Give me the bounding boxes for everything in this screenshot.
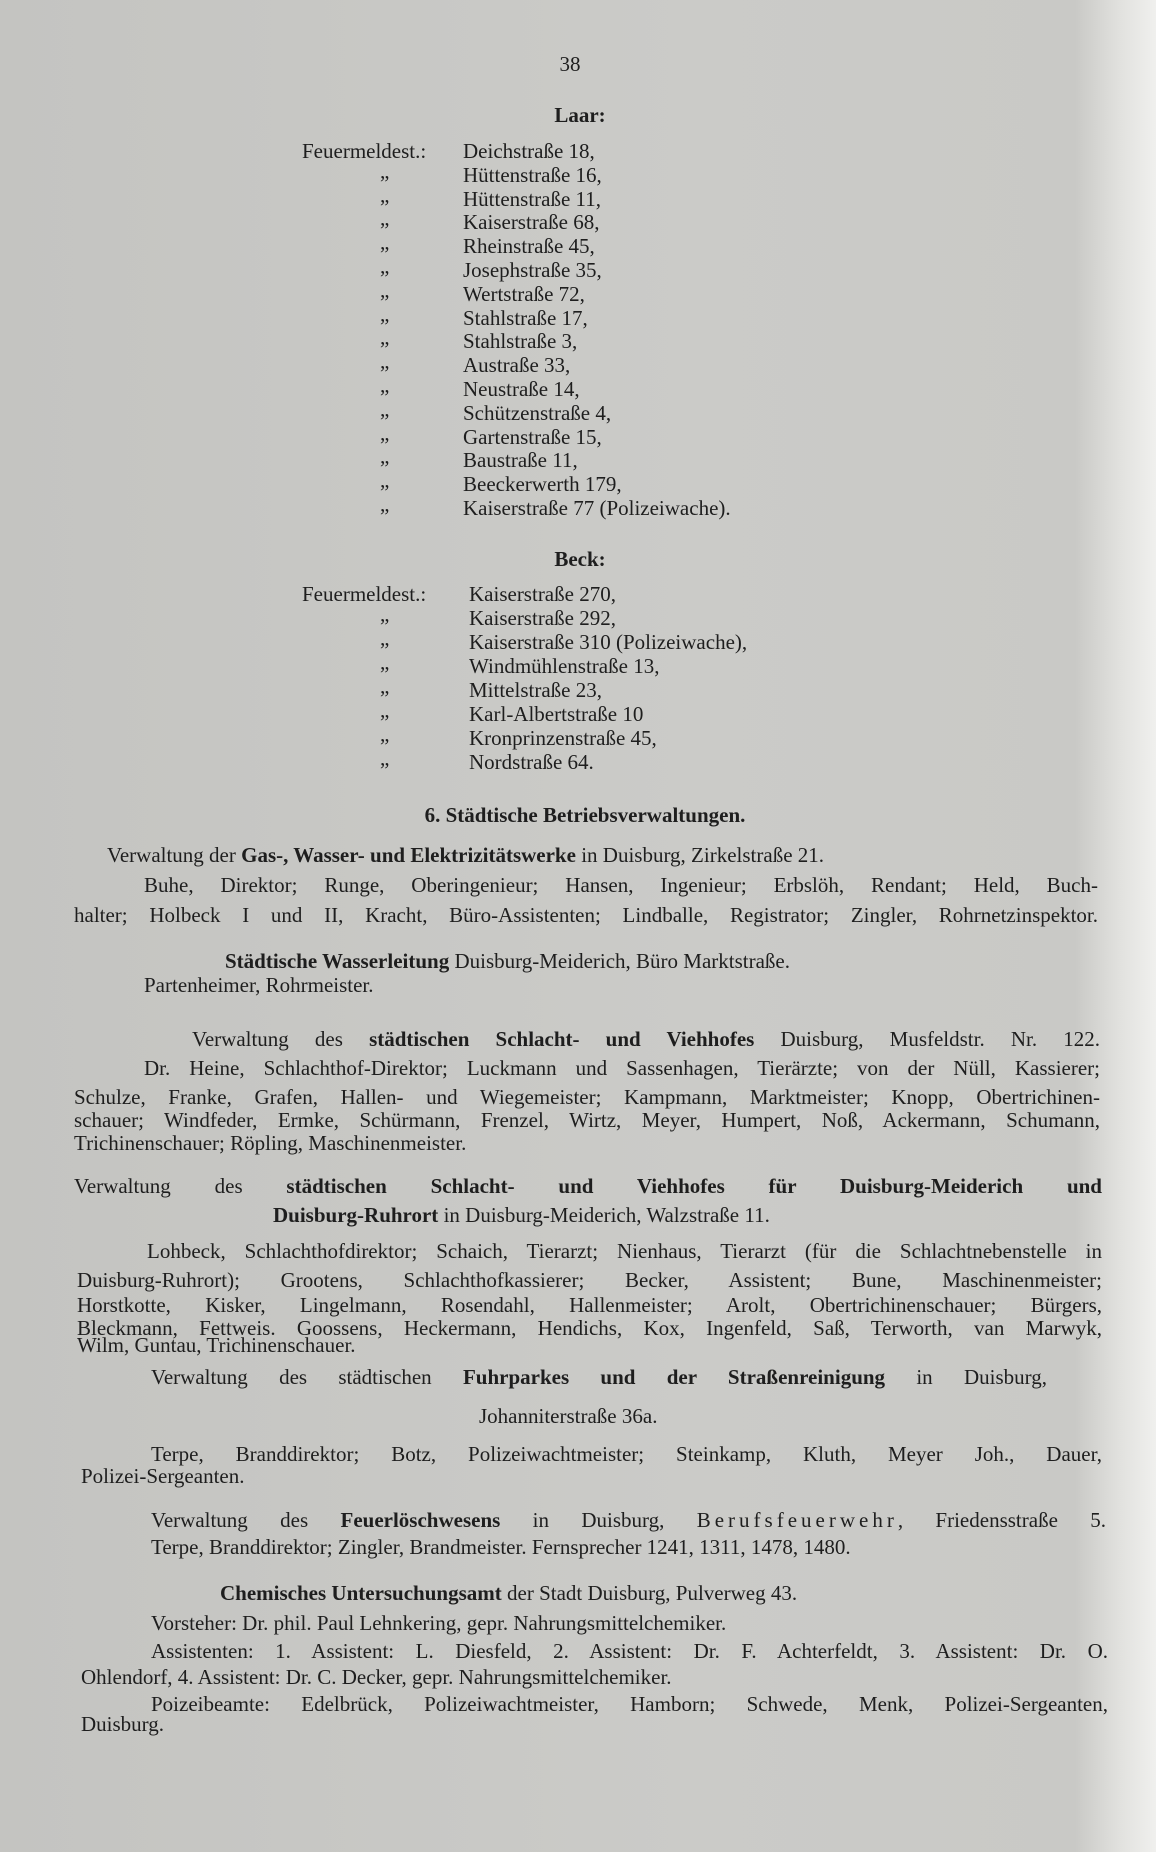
ditto-mark: „	[380, 301, 390, 326]
bold-text: Duisburg-Ruhrort	[273, 1203, 439, 1227]
text: Verwaltung des	[151, 1508, 341, 1532]
street-entry: Stahlstraße 17,	[463, 305, 588, 330]
text: Trichinenschauer; Röpling, Maschinenmeister.	[74, 1131, 467, 1155]
text-line	[144, 873, 1098, 897]
text-line	[192, 1027, 1100, 1051]
text: Vorsteher: Dr. phil. Paul Lehnkering, gepr. Nahrungsmittelchemiker.	[151, 1611, 727, 1635]
ditto-mark: „	[380, 230, 390, 255]
text-line	[144, 973, 374, 997]
text: der Stadt Duisburg, Pulverweg 43.	[501, 1581, 798, 1605]
chapter-heading	[365, 803, 805, 827]
ditto-mark: „	[380, 420, 390, 445]
street-entry: Kaiserstraße 77 (Polizeiwache).	[463, 496, 731, 520]
ditto-mark: „	[380, 325, 390, 350]
text-line	[151, 1692, 1108, 1716]
ditto-mark: „	[380, 349, 390, 374]
text: , Friedensstraße 5.	[897, 1508, 1106, 1532]
street-entry: Austraße 33,	[463, 353, 571, 378]
ditto-mark: „	[380, 626, 390, 650]
street-entry: Schützenstraße 4,	[463, 400, 612, 425]
text: in Duisburg,	[885, 1365, 1047, 1389]
ditto-mark: „	[380, 206, 390, 231]
text: in Duisburg,	[500, 1508, 697, 1532]
bold-text: Fuhrparkes und der Straßenreinigung	[462, 1365, 886, 1389]
text-line	[151, 1442, 1102, 1466]
text: Verwaltung der	[107, 843, 242, 867]
text-line	[151, 1535, 851, 1559]
street-entry: Josephstraße 35,	[463, 258, 602, 282]
ditto-mark: „	[380, 373, 390, 397]
street-entry: Hüttenstraße 11,	[463, 186, 602, 211]
text-line	[225, 949, 935, 973]
ditto-mark: „	[380, 492, 390, 516]
text: Lohbeck, Schlachthofdirektor; Schaich, Tierarzt; Nienhaus, Tierarzt (für die Schlachtnebenstelle in	[147, 1239, 1102, 1263]
ditto-mark: „	[380, 698, 390, 722]
ditto-mark: „	[380, 182, 390, 207]
street-entry: Rheinstraße 45,	[463, 234, 595, 259]
bold-text: Feuerlöschwesens	[340, 1508, 501, 1532]
text-line	[77, 1293, 1102, 1317]
street-entry: Neustraße 14,	[463, 377, 580, 401]
bold-text: Chemisches Untersuchungsamt	[220, 1581, 502, 1605]
street-entry: Baustraße 11,	[463, 448, 578, 473]
text: Schulze, Franke, Grafen, Hallen- und Wiegemeister; Kampmann, Marktmeister; Knopp, Obertrichinen-	[74, 1085, 1100, 1109]
street-entry: Kaiserstraße 68,	[463, 210, 600, 235]
bold-text: städtischen Schlacht- und Viehhofes für Duisburg-Meiderich und	[286, 1174, 1102, 1198]
text-line	[81, 1464, 244, 1488]
text-line	[74, 1085, 1100, 1109]
text: Wilm, Guntau, Trichinenschauer.	[77, 1333, 356, 1357]
ditto-mark: „	[380, 746, 390, 770]
text-line	[107, 843, 1055, 867]
text: Partenheimer, Rohrmeister.	[144, 973, 374, 997]
bold-text: Städtische Wasserleitung	[225, 949, 450, 973]
text: Bleckmann, Fettweis. Goossens, Heckermann, Hendichs, Kox, Ingenfeld, Saß, Terworth, van Marwyk,	[77, 1316, 1102, 1340]
text-line	[220, 1581, 797, 1605]
text: Duisburg.	[81, 1712, 165, 1736]
ditto-mark: „	[380, 277, 390, 302]
street-entry: Kaiserstraße 292,	[469, 606, 616, 630]
text-line	[77, 1333, 356, 1357]
text-line	[74, 1131, 466, 1155]
text: Ohlendorf, 4. Assistent: Dr. C. Decker, gepr. Nahrungsmittelchemiker.	[81, 1665, 672, 1689]
ditto-mark: „	[380, 674, 390, 698]
street-entry: Kaiserstraße 310 (Polizeiwache),	[469, 630, 748, 654]
text: Verwaltung des städtischen	[151, 1365, 463, 1389]
section-heading-laar: Laar:	[554, 103, 606, 127]
text-line	[81, 1712, 164, 1736]
text: halter; Holbeck I und II, Kracht, Büro-Assistenten; Lindballe, Registrator; Zingler, Rohrnetzinspektor.	[74, 903, 1098, 927]
text: Poizeibeamte: Edelbrück, Polizeiwachtmeister, Hamborn; Schwede, Menk, Polizei-Sergeanten,	[151, 1692, 1108, 1716]
text-line	[273, 1203, 770, 1227]
ditto-mark: „	[380, 602, 390, 626]
ditto-mark: „	[380, 722, 390, 746]
text: Terpe, Branddirektor; Zingler, Brandmeister. Fernsprecher 1241, 1311, 1478, 1480.	[151, 1535, 851, 1559]
street-entry: Kronprinzenstraße 45,	[469, 726, 657, 750]
text: Verwaltung des	[192, 1027, 370, 1051]
text: Horstkotte, Kisker, Lingelmann, Rosendahl, Hallenmeister; Arolt, Obertrichinenschauer; Bürgers,	[77, 1293, 1102, 1317]
street-entry: Kaiserstraße 270,	[469, 582, 616, 606]
street-entry: Gartenstraße 15,	[463, 424, 602, 449]
text-line	[74, 903, 1098, 927]
street-entry: Wertstraße 72,	[463, 281, 585, 306]
text: Dr. Heine, Schlachthof-Direktor; Luckmann und Sassenhagen, Tierärzte; von der Nüll, Kassierer;	[144, 1056, 1100, 1080]
text-line	[479, 1404, 657, 1428]
text: Verwaltung des	[74, 1174, 287, 1198]
text: in Duisburg, Zirkelstraße 21.	[575, 843, 825, 867]
text-line	[151, 1365, 1047, 1389]
text-line	[81, 1665, 672, 1689]
street-entry: Deichstraße 18,	[463, 139, 595, 163]
section-heading-beck: Beck:	[554, 547, 606, 571]
street-entry: Hüttenstraße 16,	[463, 162, 602, 187]
text: Assistenten: 1. Assistent: L. Diesfeld, 2. Assistent: Dr. F. Achterfeldt, 3. Assistent: Dr. O.	[151, 1639, 1108, 1663]
text: in Duisburg-Meiderich, Walzstraße 11.	[438, 1203, 770, 1227]
text: Terpe, Branddirektor; Botz, Polizeiwachtmeister; Steinkamp, Kluth, Meyer Joh., Dauer,	[151, 1442, 1102, 1466]
ditto-mark: „	[380, 254, 390, 278]
text-line	[151, 1611, 726, 1635]
ditto-mark: „	[380, 468, 390, 493]
fire-alarm-label: Feuermeldest.:	[302, 139, 427, 163]
street-entry: Karl-Albertstraße 10	[469, 702, 644, 726]
text: Duisburg-Ruhrort); Grootens, Schlachthofkassierer; Becker, Assistent; Bune, Maschinenmeister;	[77, 1268, 1102, 1292]
ditto-mark: „	[380, 158, 390, 183]
text: Polizei-Sergeanten.	[81, 1464, 245, 1488]
street-entry: Stahlstraße 3,	[463, 329, 578, 354]
street-entry: Windmühlenstraße 13,	[469, 654, 660, 678]
text-line	[144, 1056, 1100, 1080]
bold-text: Gas-, Wasser- und Elektrizitätswerke	[241, 843, 576, 867]
text-line	[74, 1108, 1100, 1132]
street-entry: Beeckerwerth 179,	[463, 472, 622, 497]
text-line	[147, 1239, 1102, 1263]
page-number: 38	[559, 52, 581, 76]
bold-text: städtischen Schlacht- und Viehhofes	[369, 1027, 755, 1051]
ditto-mark: „	[380, 650, 390, 674]
text-line	[151, 1508, 1106, 1532]
ditto-mark: „	[380, 444, 390, 469]
text: schauer; Windfeder, Ermke, Schürmann, Frenzel, Wirtz, Meyer, Humpert, Noß, Ackermann, Schumann,	[74, 1108, 1100, 1132]
text: Buhe, Direktor; Runge, Oberingenieur; Hansen, Ingenieur; Erbslöh, Rendant; Held, Buch-	[144, 873, 1098, 897]
street-entry: Mittelstraße 23,	[469, 678, 602, 702]
spaced-text: Berufsfeuerwehr	[696, 1508, 898, 1532]
text: Duisburg-Meiderich, Büro Marktstraße.	[449, 949, 791, 973]
text-line	[77, 1268, 1102, 1292]
fire-alarm-label: Feuermeldest.:	[302, 582, 427, 606]
ditto-mark: „	[380, 396, 390, 421]
text-line	[151, 1639, 1108, 1663]
bold-text: 6. Städtische Betriebsverwaltungen.	[424, 803, 746, 827]
street-entry: Nordstraße 64.	[469, 750, 594, 774]
text: Duisburg, Musfeldstr. Nr. 122.	[754, 1027, 1100, 1051]
text: Johanniterstraße 36a.	[479, 1404, 658, 1428]
text-line	[74, 1174, 1102, 1198]
